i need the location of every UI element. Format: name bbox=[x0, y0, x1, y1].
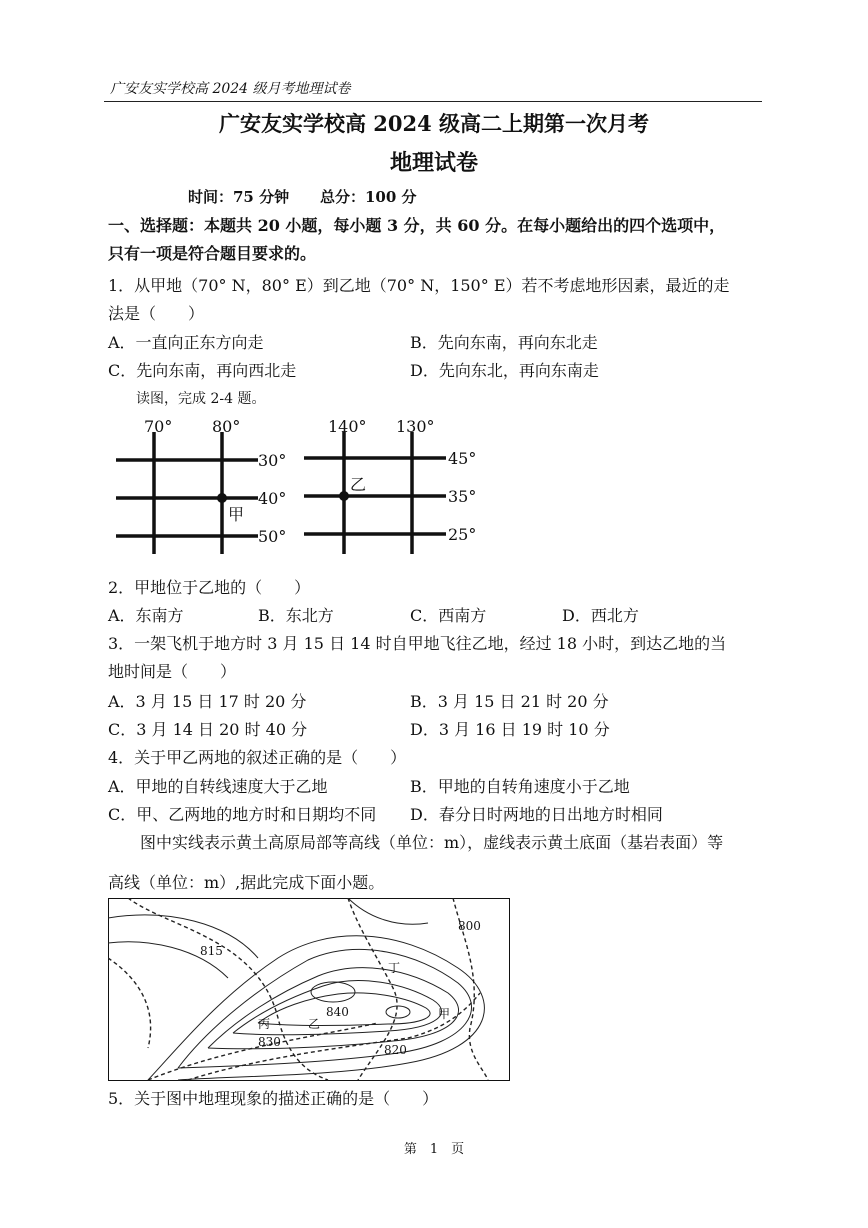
right-lon-label-1: 140° bbox=[328, 417, 367, 436]
contour-map bbox=[108, 898, 510, 1082]
q2-option-b: B．东北方 bbox=[258, 606, 334, 625]
label-820: 820 bbox=[384, 1043, 407, 1057]
q1-option-c: C．先向东南，再向西北走 bbox=[108, 361, 297, 380]
label-jia: 甲 bbox=[438, 1007, 451, 1021]
left-lon-label-2: 80° bbox=[212, 417, 241, 436]
right-lat-label-1: 45° bbox=[448, 449, 477, 468]
page-number: 第 1 页 bbox=[403, 1142, 465, 1157]
right-lon-label-2: 130° bbox=[396, 417, 435, 436]
point-yi-marker bbox=[339, 491, 349, 501]
label-815: 815 bbox=[200, 944, 223, 958]
label-840: 840 bbox=[326, 1005, 349, 1019]
point-jia-label: 甲 bbox=[228, 505, 245, 524]
label-ding: 丁 bbox=[388, 961, 401, 975]
q4-option-a: A．甲地的自转线速度大于乙地 bbox=[108, 777, 328, 796]
left-lon-label-1: 70° bbox=[144, 417, 173, 436]
section-heading-cont: 只有一项是符合题目要求的。 bbox=[108, 244, 317, 263]
q4-option-b: B．甲地的自转角速度小于乙地 bbox=[410, 777, 630, 796]
q1-option-b: B．先向东南，再向东北走 bbox=[410, 333, 598, 352]
q2-4-intro: 读图，完成 2-4 题。 bbox=[136, 391, 266, 407]
q4-option-c: C．甲、乙两地的地方时和日期均不同 bbox=[108, 805, 377, 824]
q5-intro-cont: 高线（单位：m）,据此完成下面小题。 bbox=[108, 873, 385, 892]
q2-option-d: D．西北方 bbox=[562, 606, 639, 625]
section-heading: 一、选择题：本题共 20 小题，每小题 3 分，共 60 分。在每小题给出的四个选项中， bbox=[108, 216, 726, 235]
left-lat-label-1: 30° bbox=[258, 451, 287, 470]
running-header: 广安友实学校高 2024 级月考地理试卷 bbox=[110, 81, 351, 97]
right-lat-label-3: 25° bbox=[448, 525, 477, 544]
left-lat-label-2: 40° bbox=[258, 489, 287, 508]
label-bing: 丙 bbox=[258, 1017, 271, 1031]
q3-stem-cont: 地时间是（ ） bbox=[108, 662, 237, 681]
q1-option-a: A．一直向正东方向走 bbox=[108, 333, 264, 352]
exam-title: 广安友实学校高 2024 级高二上期第一次月考 bbox=[218, 111, 650, 136]
q2-option-c: C．西南方 bbox=[410, 606, 487, 625]
point-jia-marker bbox=[217, 493, 227, 503]
q3-option-d: D．3 月 16 日 19 时 10 分 bbox=[410, 720, 610, 739]
q3-stem: 3．一架飞机于地方时 3 月 15 日 14 时自甲地飞往乙地，经过 18 小时，到达乙地的当 bbox=[108, 634, 727, 653]
label-800: 800 bbox=[458, 919, 481, 933]
exam-subject: 地理试卷 bbox=[389, 150, 478, 176]
q2-option-a: A．东南方 bbox=[108, 606, 184, 625]
q5-intro: 图中实线表示黄土高原局部等高线（单位：m），虚线表示黄土底面（基岩表面）等 bbox=[140, 833, 724, 852]
q3-option-c: C．3 月 14 日 20 时 40 分 bbox=[108, 720, 308, 739]
q4-stem: 4．关于甲乙两地的叙述正确的是（ ） bbox=[108, 748, 407, 767]
q5-stem: 5．关于图中地理现象的描述正确的是（ ） bbox=[108, 1089, 439, 1108]
q3-option-b: B．3 月 15 日 21 时 20 分 bbox=[410, 692, 609, 711]
exam-total: 总分：100 分 bbox=[320, 188, 417, 206]
header-divider bbox=[104, 101, 762, 102]
exam-time: 时间：75 分钟 bbox=[188, 188, 290, 206]
graticule-figure bbox=[108, 412, 508, 562]
q1-stem-cont: 法是（ ） bbox=[108, 304, 205, 323]
point-yi-label: 乙 bbox=[350, 475, 367, 494]
right-lat-label-2: 35° bbox=[448, 487, 477, 506]
q1-option-d: D．先向东北，再向东南走 bbox=[410, 361, 599, 380]
label-yi: 乙 bbox=[308, 1017, 321, 1031]
q4-option-d: D．春分日时两地的日出地方时相同 bbox=[410, 805, 663, 824]
label-830: 830 bbox=[258, 1035, 281, 1049]
q1-stem: 1．从甲地（70° N，80° E）到乙地（70° N，150° E）若不考虑地形因素，最近的走 bbox=[108, 276, 730, 295]
left-lat-label-3: 50° bbox=[258, 527, 287, 546]
q2-stem: 2．甲地位于乙地的（ ） bbox=[108, 578, 311, 597]
q3-option-a: A．3 月 15 日 17 时 20 分 bbox=[108, 692, 307, 711]
